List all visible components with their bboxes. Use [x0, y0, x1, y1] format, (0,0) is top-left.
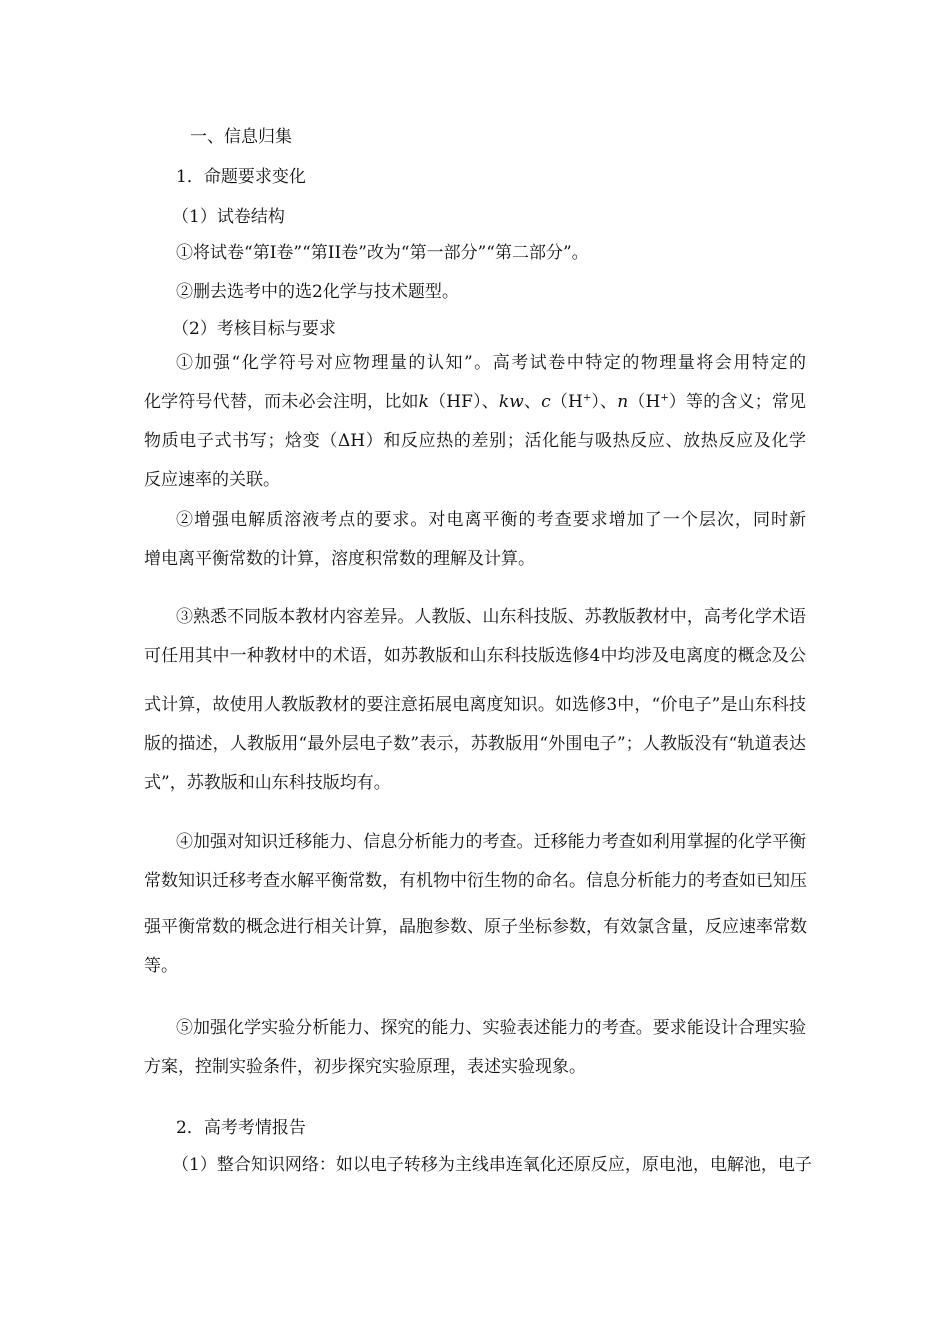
- paragraph-line: （1）整合知识网络：如以电子转移为主线串连氧化还原反应，原电池，电解池，电子: [172, 1155, 812, 1175]
- paragraph-line: 反应速率的关联。: [144, 470, 280, 490]
- text-run: （H: [628, 392, 661, 412]
- paragraph-line: 常数知识迁移考查水解平衡常数，有机物中衍生物的命名。信息分析能力的考查如已知压: [144, 871, 807, 891]
- paragraph-line: ②增强电解质溶液考点的要求。对电离平衡的考查要求增加了一个层次，同时新: [176, 510, 806, 530]
- text-run: ）等的含义；常见: [668, 392, 807, 412]
- text-run: ）、: [591, 392, 618, 412]
- paragraph-line: 增电离平衡常数的计算，溶度积常数的理解及计算。: [144, 549, 535, 569]
- paragraph-line: ④加强对知识迁移能力、信息分析能力的考查。迁移能力考查如利用掌握的化学平衡: [176, 832, 806, 852]
- paragraph-line: 可任用其中一种教材中的术语，如苏教版和山东科技版选修4中均涉及电离度的概念及公: [144, 646, 806, 666]
- paragraph-line: ⑤加强化学实验分析能力、探究的能力、实验表述能力的考查。要求能设计合理实验: [176, 1018, 806, 1038]
- text-run: （HF）、: [428, 392, 499, 412]
- paragraph-line: ②删去选考中的选2化学与技术题型。: [176, 282, 459, 302]
- subsection-heading: 2．高考考情报告: [176, 1118, 306, 1138]
- paragraph-line: 强平衡常数的概念进行相关计算，晶胞参数、原子坐标参数，有效氯含量，反应速率常数: [144, 917, 807, 937]
- subsubsection-heading: （2）考核目标与要求: [172, 319, 336, 339]
- text-run: 、: [523, 392, 542, 412]
- superscript-plus: +: [582, 392, 592, 404]
- text-run: 化学符号代替，而未必会注明，比如: [144, 392, 419, 412]
- paragraph-line: 方案，控制实验条件，初步探究实验原理，表述实验现象。: [144, 1057, 586, 1077]
- subsection-heading: 1．命题要求变化: [176, 167, 306, 187]
- paragraph-line: 版的描述，人教版用“最外层电子数”表示，苏教版用“外围电子”；人教版没有“轨道表达: [144, 734, 806, 754]
- symbol-kw: kw: [498, 392, 524, 412]
- symbol-k: k: [418, 392, 429, 412]
- superscript-plus: +: [660, 392, 669, 404]
- symbol-n: n: [617, 392, 629, 412]
- subsubsection-heading: （1）试卷结构: [172, 207, 285, 227]
- text-run: （H: [550, 392, 583, 412]
- paragraph-line: ①加强“化学符号对应物理量的认知”。高考试卷中特定的物理量将会用特定的: [176, 353, 806, 373]
- symbol-c: c: [541, 392, 551, 412]
- paragraph-line: 物质电子式书写；焓变（ΔH）和反应热的差别；活化能与吸热反应、放热反应及化学: [144, 431, 806, 451]
- paragraph-line: ①将试卷“第Ⅰ卷”“第II卷”改为“第一部分”“第二部分”。: [176, 243, 589, 263]
- paragraph-line: 式”，苏教版和山东科技版均有。: [144, 773, 391, 793]
- paragraph-line: ③熟悉不同版本教材内容差异。人教版、山东科技版、苏教版教材中，高考化学术语: [176, 607, 806, 627]
- paragraph-line: [144, 391, 806, 413]
- paragraph-line: 等。: [144, 956, 178, 976]
- section-heading: 一、信息归集: [190, 127, 292, 147]
- paragraph-line: 式计算，故使用人教版教材的要注意拓展电离度知识。如选修3中，“价电子”是山东科技: [144, 695, 806, 715]
